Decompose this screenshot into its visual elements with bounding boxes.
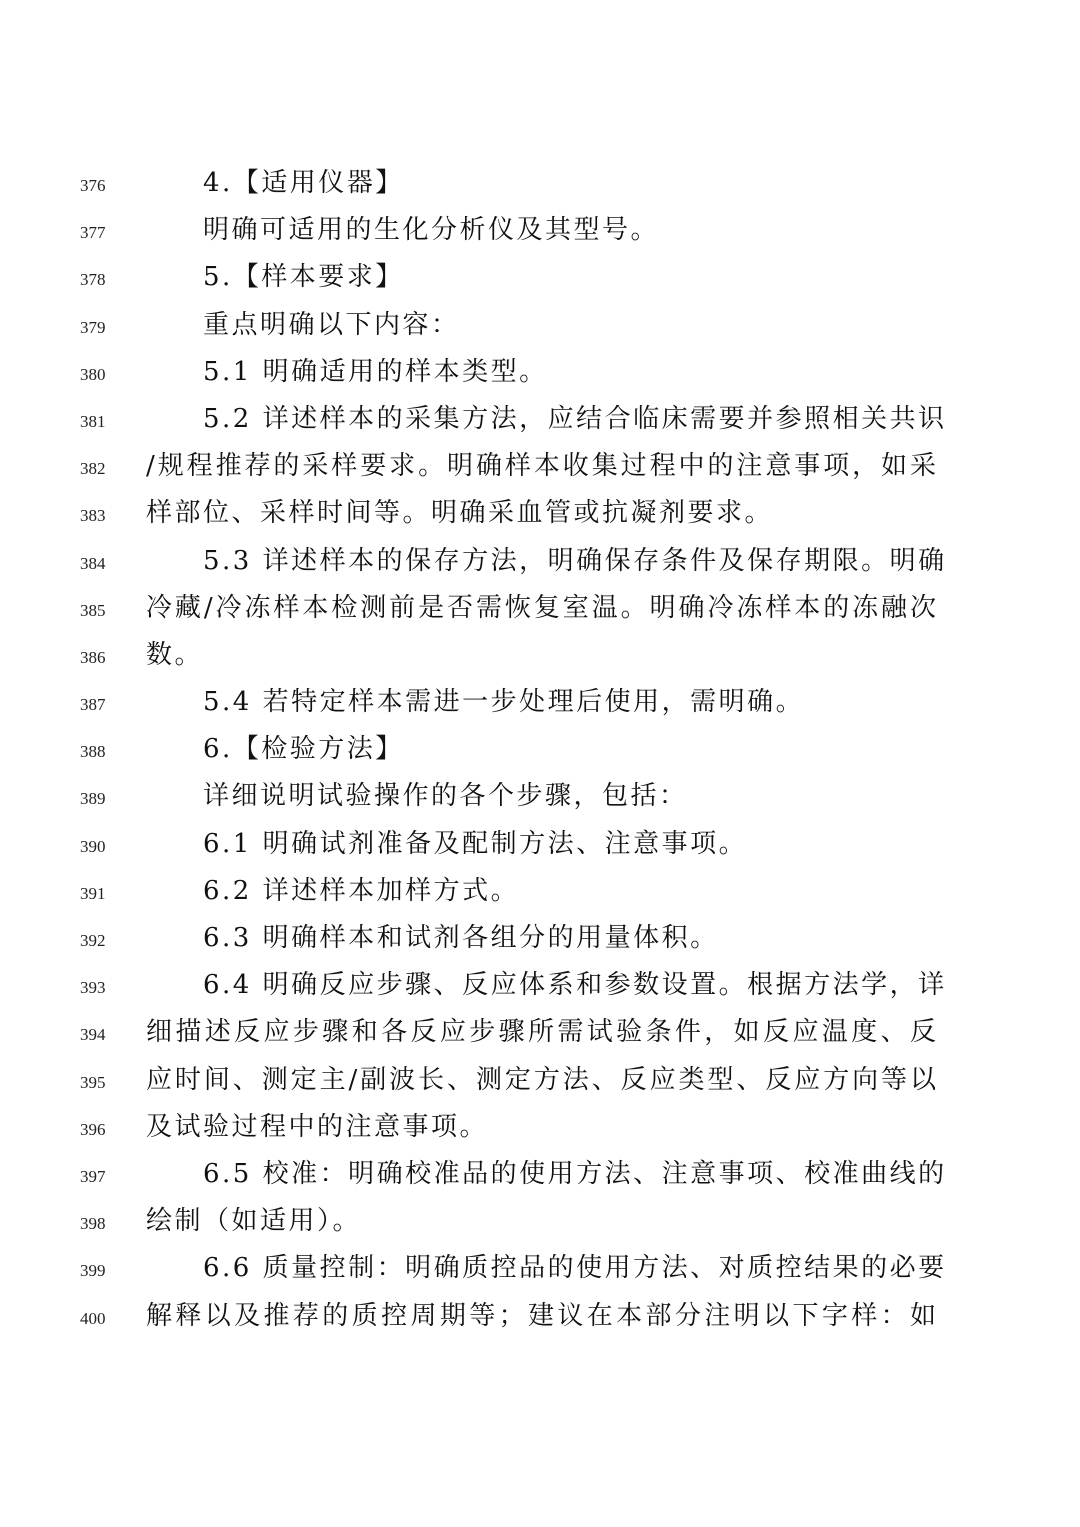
line-text: 6.3 明确样本和试剂各组分的用量体积。 [203,923,719,953]
line-number: 377 [80,223,106,243]
line-number: 390 [80,836,106,856]
line-number: 392 [80,931,106,950]
document-line [0,915,1080,962]
line-number: 395 [80,1072,106,1092]
line-number: 393 [80,978,106,998]
line-text: 6.6 质量控制：明确质控品的使用方法、对质控结果的必要 [203,1253,947,1284]
line-text: 5.2 详述样本的采集方法，应结合临床需要并参照相关共识 [203,403,947,434]
line-text: 解释以及推荐的质控周期等；建议在本部分注明以下字样：如 [146,1300,936,1331]
line-text: 细描述反应步骤和各反应步骤所需试验条件，如反应温度、反 [146,1017,936,1048]
line-number: 379 [80,317,106,337]
document-line [0,679,1080,726]
line-number: 380 [80,364,106,384]
document-line [0,773,1080,820]
document-line [0,726,1080,773]
document-line [0,1293,1080,1340]
line-text: 明确可适用的生化分析仪及其型号。 [203,215,660,246]
line-number: 385 [80,600,106,620]
line-number: 397 [80,1166,106,1186]
line-text: /规程推荐的采样要求。明确样本收集过程中的注意事项，如采 [146,451,936,482]
line-text: 5.【样本要求】 [203,262,404,293]
line-number: 398 [80,1214,106,1234]
line-number: 384 [80,553,106,573]
line-number: 388 [80,742,106,762]
line-number: 391 [80,883,106,903]
document-line [0,1151,1080,1198]
document-page [0,160,1080,1340]
line-text: 5.4 若特定样本需进一步处理后使用，需明确。 [203,687,805,718]
line-text: 6.【检验方法】 [203,734,404,765]
line-number: 378 [80,270,106,290]
line-text: 4.【适用仪器】 [203,168,404,198]
line-text: 重点明确以下内容： [203,309,460,340]
line-number: 394 [80,1025,106,1045]
document-line [0,1057,1080,1104]
line-text: 应时间、测定主/副波长、测定方法、反应类型、反应方向等以 [146,1064,936,1095]
line-number: 383 [80,506,106,526]
document-line [0,490,1080,537]
line-number: 389 [80,789,106,809]
line-number: 386 [80,647,106,667]
document-line [0,1104,1080,1151]
line-text: 6.1 明确试剂准备及配制方法、注意事项。 [203,828,748,859]
line-number: 400 [80,1308,106,1328]
line-number: 387 [80,695,106,715]
line-text: 6.2 详述样本加样方式。 [203,875,520,906]
document-line [0,443,1080,490]
document-line [0,1198,1080,1245]
document-line [0,821,1080,868]
document-line [0,302,1080,349]
line-text: 数。 [146,639,204,670]
line-text: 6.4 明确反应步骤、反应体系和参数设置。根据方法学，详 [203,970,947,1001]
line-number: 382 [80,459,106,479]
line-number: 399 [80,1261,106,1281]
line-text: 绘制（如适用）。 [146,1206,362,1237]
document-line [0,538,1080,585]
document-line [0,962,1080,1009]
document-line [0,160,1080,207]
document-line [0,1009,1080,1056]
line-number: 376 [80,176,106,195]
document-line [0,254,1080,301]
line-number: 381 [80,411,106,431]
document-line [0,396,1080,443]
line-text: 5.1 明确适用的样本类型。 [203,356,548,387]
document-line [0,632,1080,679]
document-line [0,868,1080,915]
line-text: 样部位、采样时间等。明确采血管或抗凝剂要求。 [146,498,774,529]
document-line [0,585,1080,632]
line-text: 及试验过程中的注意事项。 [146,1111,489,1142]
document-line [0,1245,1080,1292]
line-text: 冷藏/冷冻样本检测前是否需恢复室温。明确冷冻样本的冻融次 [146,592,936,623]
line-text: 详细说明试验操作的各个步骤，包括： [203,781,688,812]
line-text: 5.3 详述样本的保存方法，明确保存条件及保存期限。明确 [203,545,947,576]
line-text: 6.5 校准：明确校准品的使用方法、注意事项、校准曲线的 [203,1158,947,1189]
document-line [0,207,1080,254]
document-line [0,349,1080,396]
line-number: 396 [80,1119,106,1139]
